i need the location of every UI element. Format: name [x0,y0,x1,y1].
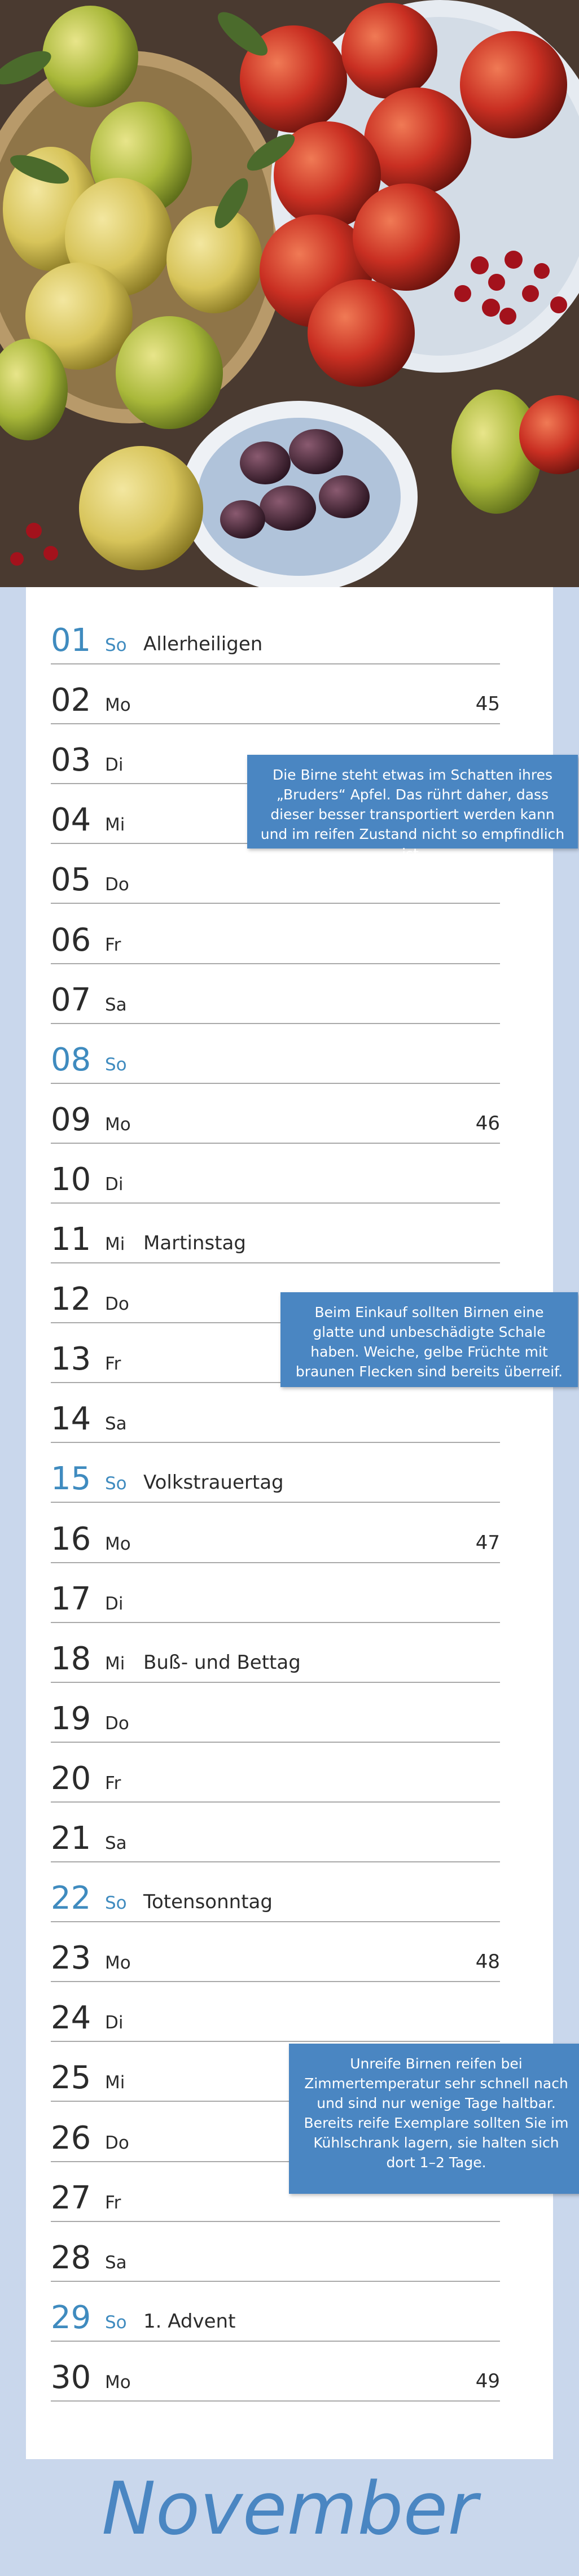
weekday-abbr: Di [105,1594,124,1614]
week-number: 46 [475,1112,500,1135]
weekday-abbr: Mo [105,1114,131,1135]
weekday-abbr: Sa [105,2253,127,2273]
weekday-abbr: Di [105,755,124,775]
weekday-abbr: Mi [105,1654,125,1674]
day-row [26,1504,500,1563]
day-number: 29 [51,2299,91,2336]
day-number: 21 [51,1820,91,1857]
day-row [26,1983,500,2042]
holiday-label: Totensonntag [143,1891,273,1913]
weekday-abbr: Sa [105,1833,127,1853]
weekday-abbr: So [105,2312,127,2333]
weekday-abbr: Di [105,1174,124,1195]
row-divider [51,2281,500,2282]
row-divider [51,1981,500,1982]
weekday-abbr: Fr [105,1773,121,1794]
weekday-abbr: Mo [105,1953,131,1973]
weekday-abbr: Do [105,1294,129,1314]
day-row [26,665,500,724]
day-number: 22 [51,1880,91,1917]
fruit-photo [0,0,579,587]
day-row [26,1863,500,1922]
day-number: 01 [51,622,91,659]
day-row [26,965,500,1024]
day-row [26,1923,500,1982]
day-number: 24 [51,2000,91,2036]
day-number: 14 [51,1401,91,1437]
weekday-abbr: Do [105,1713,129,1734]
day-row [26,905,500,964]
day-row [26,1683,500,1743]
row-divider [51,2400,500,2402]
row-divider [51,2341,500,2342]
row-divider [51,1262,500,1263]
row-divider [51,963,500,964]
week-number: 48 [475,1950,500,1973]
info-note-3: Unreife Birnen reifen bei Zimmertemperatur sehr schnell nach und sind nur wenige Tage haltbar. Bereits reife Exemplare sollten Sie im Kühlschrank lagern, sie halten sich dort 1–2 Tage. [289,2044,579,2194]
row-divider [51,1442,500,1443]
day-row [26,2342,500,2402]
weekday-abbr: Mo [105,1534,131,1554]
day-number: 08 [51,1042,91,1078]
weekday-abbr: Mi [105,1234,125,1254]
day-row [26,605,500,664]
day-number: 20 [51,1760,91,1797]
weekday-abbr: Do [105,874,129,895]
day-number: 03 [51,742,91,779]
row-divider [51,663,500,664]
week-number: 45 [475,693,500,715]
day-row [26,1444,500,1503]
row-divider [51,1562,500,1563]
day-number: 15 [51,1460,91,1497]
row-divider [51,903,500,904]
weekday-abbr: So [105,1473,127,1494]
day-number: 16 [51,1521,91,1558]
month-title: November [102,2467,477,2551]
day-row [26,1564,500,1623]
day-row [26,1084,500,1144]
day-row [26,1144,500,1204]
day-number: 18 [51,1641,91,1677]
day-number: 10 [51,1161,91,1198]
day-number: 19 [51,1700,91,1737]
row-divider [51,1622,500,1623]
pears-and-apples-illustration [0,0,579,587]
row-divider [51,1921,500,1922]
day-row [26,1025,500,1084]
row-divider [51,1502,500,1503]
weekday-abbr: Mi [105,2072,125,2093]
holiday-label: Martinstag [143,1232,246,1254]
row-divider [51,1143,500,1144]
holiday-label: Volkstrauertag [143,1471,284,1494]
day-number: 11 [51,1221,91,1258]
day-number: 02 [51,682,91,719]
day-row [26,845,500,904]
holiday-label: Buß- und Bettag [143,1651,301,1674]
day-number: 13 [51,1341,91,1377]
row-divider [51,723,500,724]
weekday-abbr: Sa [105,1414,127,1434]
info-note-1: Die Birne steht etwas im Schatten ihres „Bruders“ Apfel. Das rührt daher, dass dieser besser transportiert werden kann und im reifen Zustand nicht so empfindlich ist. [247,755,578,849]
day-number: 26 [51,2120,91,2157]
row-divider [51,1682,500,1683]
row-divider [51,2041,500,2042]
weekday-abbr: Fr [105,2193,121,2213]
day-number: 23 [51,1940,91,1976]
weekday-abbr: So [105,1893,127,1913]
day-number: 09 [51,1101,91,1138]
holiday-label: Allerheiligen [143,633,263,655]
weekday-abbr: Mi [105,815,125,835]
day-number: 04 [51,802,91,838]
weekday-abbr: Fr [105,935,121,955]
day-row [26,1384,500,1443]
day-row [26,1624,500,1683]
weekday-abbr: Fr [105,1354,121,1374]
day-number: 06 [51,922,91,959]
row-divider [51,1742,500,1743]
row-divider [51,2221,500,2222]
day-number: 28 [51,2240,91,2276]
weekday-abbr: So [105,635,127,655]
day-number: 27 [51,2180,91,2216]
day-row [26,1743,500,1803]
day-number: 12 [51,1281,91,1318]
day-number: 25 [51,2059,91,2096]
weekday-abbr: Mo [105,2372,131,2393]
row-divider [51,1861,500,1862]
row-divider [51,1801,500,1803]
day-row [26,1803,500,1862]
day-number: 17 [51,1581,91,1617]
weekday-abbr: Mo [105,695,131,715]
holiday-label: 1. Advent [143,2310,236,2333]
weekday-abbr: Di [105,2013,124,2033]
day-row [26,2223,500,2282]
weekday-abbr: Do [105,2133,129,2153]
day-number: 07 [51,982,91,1018]
day-number: 05 [51,861,91,898]
day-number: 30 [51,2359,91,2396]
row-divider [51,1023,500,1024]
weekday-abbr: So [105,1055,127,1075]
weekday-abbr: Sa [105,995,127,1015]
week-number: 47 [475,1532,500,1554]
row-divider [51,1202,500,1204]
info-note-2: Beim Einkauf sollten Birnen eine glatte und unbeschädigte Schale haben. Weiche, gelbe Früchte mit braunen Flecken sind bereits überreif. [280,1292,578,1387]
day-row [26,2282,500,2342]
day-row [26,1204,500,1263]
row-divider [51,1083,500,1084]
week-number: 49 [475,2370,500,2393]
